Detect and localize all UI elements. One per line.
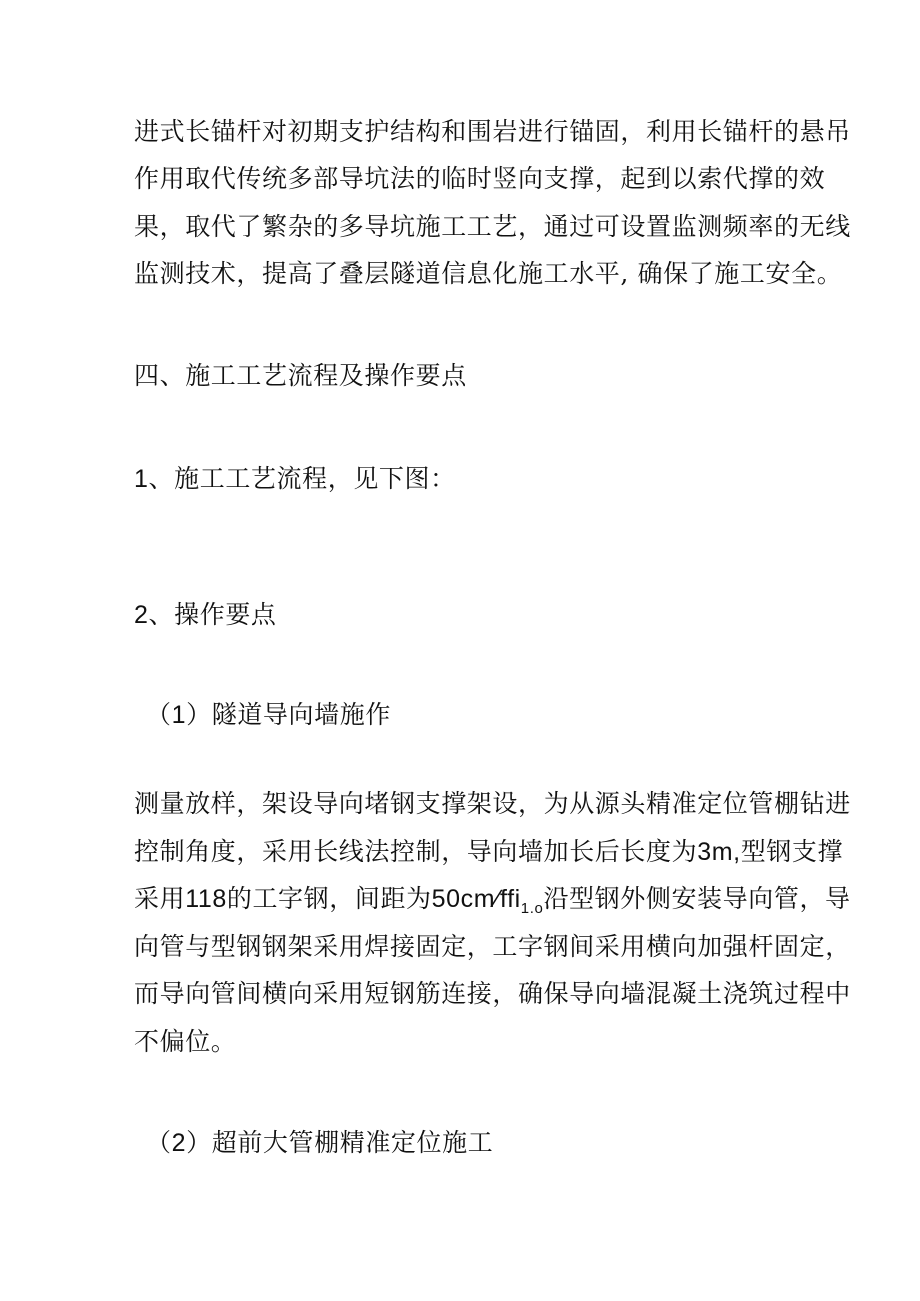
paragraph-1-line-2: 作用取代传统多部导坑法的临时竖向支撑，起到以索代撑的效 xyxy=(134,164,826,193)
item-2-text: 、操作要点 xyxy=(148,600,277,629)
paragraph-2-line-3 xyxy=(134,884,851,917)
paragraph-2-line-2-a: 控制角度，采用长线法控制，导向墙加长后长度为 xyxy=(134,837,698,866)
paragraph-2-line-3-c: 的工字钢，间距为 xyxy=(226,884,432,913)
item-1-number: 1 xyxy=(134,465,149,493)
sub-2-text: 超前大管棚精准定位施工 xyxy=(211,1128,494,1157)
paragraph-2-line-3-sub: 1.o xyxy=(520,900,544,917)
sub-1-number: 1 xyxy=(171,701,187,729)
paragraph-2-line-2 xyxy=(134,837,843,867)
paragraph-2-line-3-b: 118 xyxy=(185,885,227,913)
item-1-heading xyxy=(134,464,456,494)
paragraph-1-line-3: 果，取代了繁杂的多导坑施工工艺，通过可设置监测频率的无线 xyxy=(134,212,851,241)
item-2-number: 2 xyxy=(134,601,149,629)
paragraph-2-line-2-b: 3m, xyxy=(697,838,741,866)
paragraph-2-line-4: 向管与型钢钢架采用焊接固定，工字钢间采用横向加强杆固定， xyxy=(134,932,851,961)
paragraph-2-line-3-e: 沿型钢外侧安装导向管，导 xyxy=(543,884,851,913)
paragraph-1-line-1: 进式长锚杆对初期支护结构和围岩进行锚固，利用长锚杆的悬吊 xyxy=(134,117,851,146)
paragraph-2-line-5: 而导向管间横向采用短钢筋连接，确保导向墙混凝土浇筑过程中 xyxy=(134,979,851,1008)
sub-1-text: 隧道导向墙施作 xyxy=(211,700,391,729)
paragraph-1-line-4: 监测技术，提高了叠层隧道信息化施工水平, 确保了施工安全。 xyxy=(134,259,843,288)
item-1-text: 、施工工艺流程，见下图： xyxy=(148,464,456,493)
sub-1-open-paren: （ xyxy=(146,700,172,729)
paragraph-2-line-2-c: 型钢支撑 xyxy=(740,837,844,866)
paragraph-2-line-1: 测量放样，架设导向堵钢支撑架设，为从源头精准定位管棚钻进 xyxy=(134,789,851,818)
paragraph-2-line-6: 不偏位。 xyxy=(134,1027,237,1056)
sub-heading-2 xyxy=(146,1128,493,1158)
sub-2-open-paren: （ xyxy=(146,1128,172,1157)
item-2-heading xyxy=(134,600,277,630)
sub-heading-1 xyxy=(146,700,391,730)
paragraph-2-line-3-a: 采用 xyxy=(134,884,186,913)
sub-2-number: 2 xyxy=(171,1129,187,1157)
paragraph-2-line-3-d: 50cm∕ffi xyxy=(431,885,521,913)
sub-1-close-paren: ） xyxy=(186,700,212,729)
section-4-heading: 四、施工工艺流程及操作要点 xyxy=(134,361,467,390)
sub-2-close-paren: ） xyxy=(186,1128,212,1157)
